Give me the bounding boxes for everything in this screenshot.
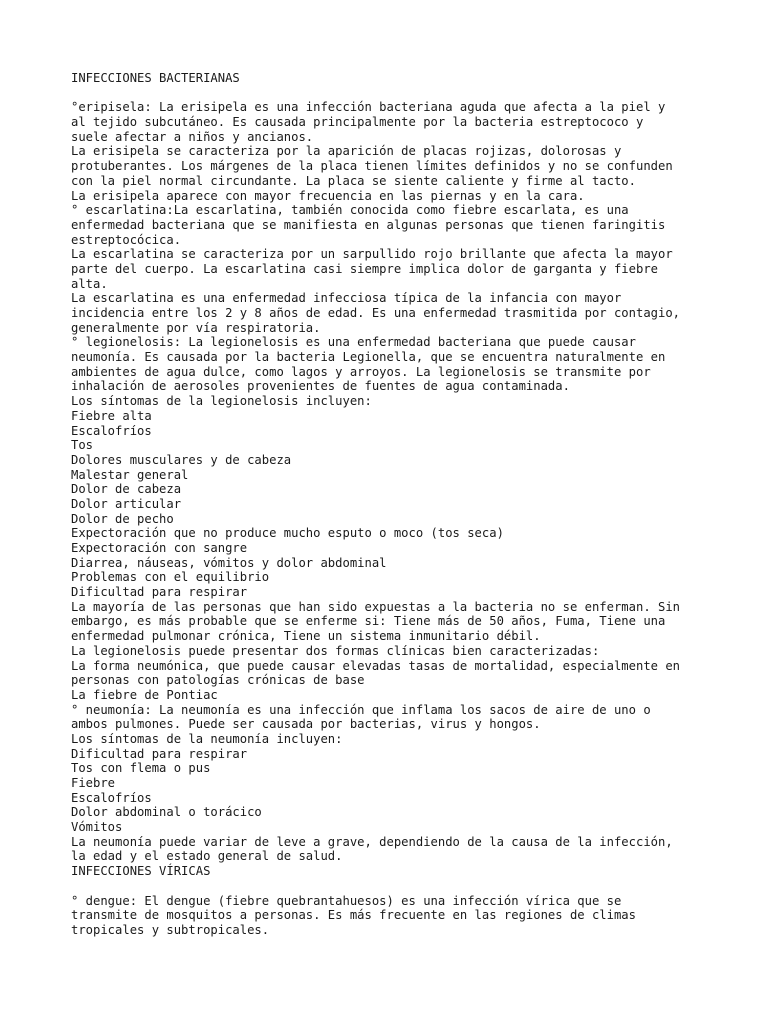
text-line: ambos pulmones. Puede ser causada por bacterias, virus y hongos. — [71, 717, 541, 732]
text-line: tropicales y subtropicales. — [71, 922, 270, 937]
text-line: Tos — [71, 438, 94, 453]
text-line: ° neumonía: La neumonía es una infección que inflama los sacos de aire de uno o — [71, 702, 651, 717]
text-line: Dolor de pecho — [71, 511, 174, 526]
text-line: Dolor articular — [71, 496, 182, 511]
text-line: Los síntomas de la neumonía incluyen: — [71, 731, 343, 746]
text-line: La erisipela aparece con mayor frecuencia en las piernas y en la cara. — [71, 188, 585, 203]
text-line: Dolor de cabeza — [71, 482, 182, 497]
text-line: Vómitos — [71, 820, 123, 835]
text-line: Dificultad para respirar — [71, 585, 248, 600]
text-line: Diarrea, náuseas, vómitos y dolor abdominal — [71, 555, 387, 570]
text-line: Dolores musculares y de cabeza — [71, 452, 292, 467]
text-line: Escalofríos — [71, 790, 152, 805]
text-line: Fiebre alta — [71, 408, 152, 423]
text-line: ° legionelosis: La legionelosis es una enfermedad bacteriana que puede causar — [71, 335, 636, 350]
text-line: Expectoración con sangre — [71, 541, 248, 555]
text-line: La fiebre de Pontiac — [71, 687, 218, 702]
text-line: Problemas con el equilibrio — [71, 570, 270, 585]
text-line: al tejido subcutáneo. Es causada principalmente por la bacteria estreptococo y — [71, 115, 644, 130]
text-line: con la piel normal circundante. La placa se siente caliente y firme al tacto. — [71, 173, 636, 188]
text-line: Dolor abdominal o torácico — [71, 805, 262, 820]
document-text — [71, 71, 711, 938]
text-line: La mayoría de las personas que han sido expuestas a la bacteria no se enferman. Sin — [71, 599, 681, 614]
text-line: Dificultad para respirar — [71, 746, 248, 761]
text-line: La escarlatina se caracteriza por un sarpullido rojo brillante que afecta la mayor — [71, 247, 673, 262]
text-line: La erisipela se caracteriza por la aparición de placas rojizas, dolorosas y — [71, 144, 622, 159]
text-line: Malestar general — [71, 467, 189, 482]
text-line: enfermedad pulmonar crónica, Tiene un sistema inmunitario débil. — [71, 629, 541, 644]
text-line: estreptocócica. — [71, 232, 182, 247]
text-line: ambientes de agua dulce, como lagos y arroyos. La legionelosis se transmite por — [71, 364, 651, 379]
text-line: Tos con flema o pus — [71, 761, 211, 776]
text-line: Los síntomas de la legionelosis incluyen: — [71, 394, 372, 409]
text-line: ° dengue: El dengue (fiebre quebrantahuesos) es una infección vírica que se — [71, 893, 622, 908]
text-line: Escalofríos — [71, 423, 152, 438]
text-line: La forma neumónica, que puede causar elevadas tasas de mortalidad, especialmente en — [71, 658, 681, 673]
text-line: INFECCIONES BACTERIANAS — [71, 71, 240, 85]
text-line: parte del cuerpo. La escarlatina casi siempre implica dolor de garganta y fiebre — [71, 261, 658, 276]
text-line: incidencia entre los 2 y 8 años de edad. Es una enfermedad trasmitida por contagio, — [71, 306, 681, 320]
text-line: Expectoración que no produce mucho esputo o moco (tos seca) — [71, 526, 504, 541]
text-line: La legionelosis puede presentar dos formas clínicas bien caracterizadas: — [71, 643, 600, 658]
text-line: INFECCIONES VÍRICAS — [71, 864, 211, 879]
text-line: transmite de mosquitos a personas. Es más frecuente en las regiones de climas — [71, 908, 636, 923]
text-line: neumonía. Es causada por la bacteria Legionella, que se encuentra naturalmente en — [71, 350, 666, 365]
text-line: inhalación de aerosoles provenientes de fuentes de agua contaminada. — [71, 379, 570, 394]
text-line: generalmente por vía respiratoria. — [71, 320, 321, 335]
text-line: personas con patologías crónicas de base — [71, 673, 365, 688]
text-line: °eripisela: La erisipela es una infección bacteriana aguda que afecta a la piel y — [71, 100, 666, 115]
text-line: la edad y el estado general de salud. — [71, 849, 343, 864]
text-line: embargo, es más probable que se enferme si: Tiene más de 50 años, Fuma, Tiene una — [71, 614, 666, 629]
text-line: La neumonía puede variar de leve a grave, dependiendo de la causa de la infección, — [71, 834, 673, 849]
blank-line — [71, 86, 711, 101]
text-line: Fiebre — [71, 776, 116, 790]
text-line: protuberantes. Los márgenes de la placa tienen límites definidos y no se confunden — [71, 159, 673, 174]
text-line: ° escarlatina:La escarlatina, también conocida como fiebre escarlata, es una — [71, 203, 629, 218]
text-line: alta. — [71, 276, 108, 291]
text-line: suele afectar a niños y ancianos. — [71, 129, 314, 144]
text-line: La escarlatina es una enfermedad infecciosa típica de la infancia con mayor — [71, 291, 622, 306]
text-line: enfermedad bacteriana que se manifiesta en algunas personas que tienen faringitis — [71, 217, 666, 232]
blank-line — [71, 879, 711, 894]
